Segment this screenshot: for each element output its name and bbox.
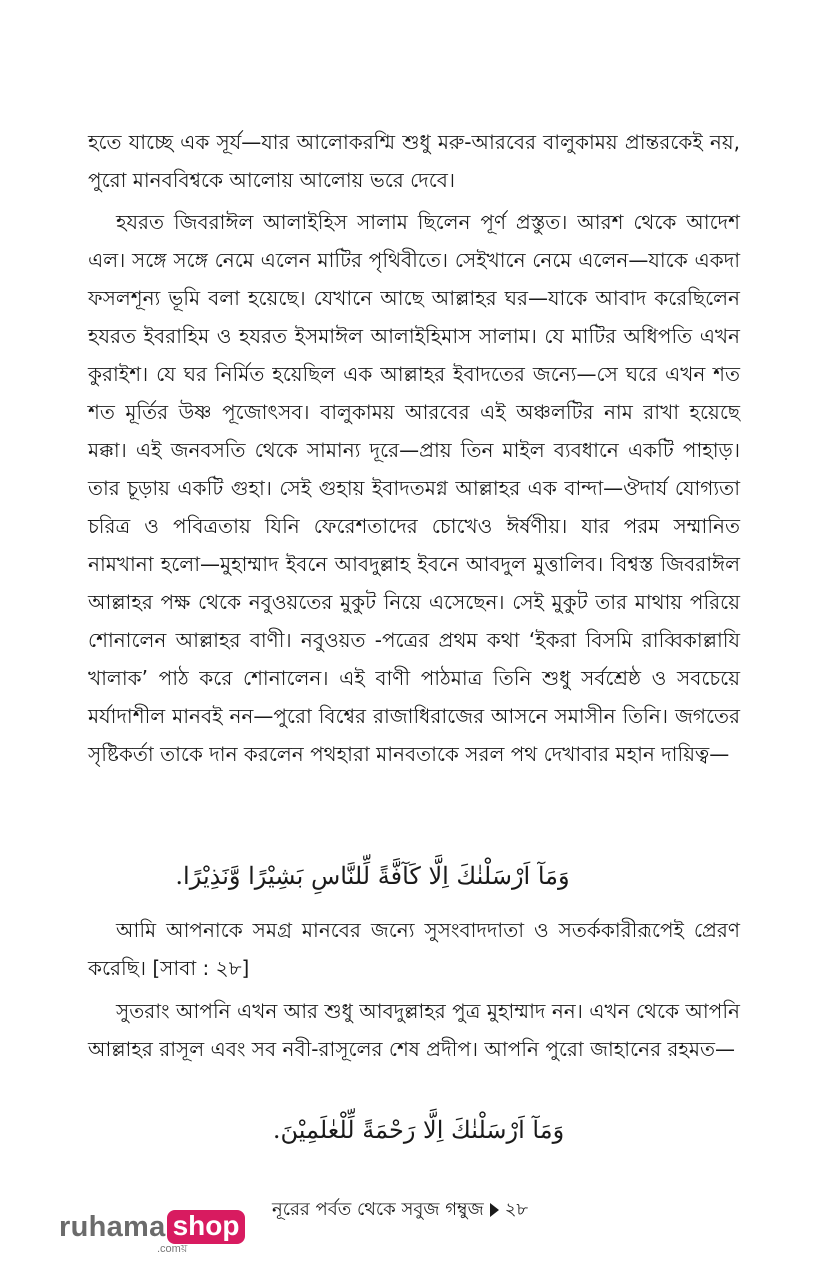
paragraph-1: হতে যাচ্ছে এক সূর্য—যার আলোকরশ্মি শুধু মরু-আরবের বালুকাময় প্রান্তরকেই নয়, পুরো মানববিশ্বকে আলোয় আলোয় ভরে দেবে। xyxy=(88,130,740,192)
arabic-verse-1: وَمَآ اَرْسَلْنٰكَ اِلَّا كَآفَّةً لِّلنَّاسِ بَشِيْرًا وَّنَذِيْرًا. xyxy=(175,862,570,890)
logo-shop-badge xyxy=(167,1210,246,1244)
arabic-verse-2: وَمَآ اَرْسَلْنٰكَ اِلَّا رَحْمَةً لِّلْعٰلَمِيْنَ. xyxy=(272,1116,565,1144)
paragraph-2: হযরত জিবরাঈল আলাইহিস সালাম ছিলেন পূর্ণ প্রস্তুত। আরশ থেকে আদেশ এল। সঙ্গে সঙ্গে নেমে এলেন মাটির পৃথিবীতে। সেইখানে নেমে এলেন—যাকে একদা ফসলশূন্য ভূমি বলা হয়েছে। যেখানে আছে আল্লাহর ঘর—যাকে আবাদ করেছিলেন হযরত ইবরাহিম ও হযরত ইসমাঈল আলাইহিমাস সালাম। যে মাটির অধিপতি এখন কুরাইশ। যে ঘর নির্মিত হয়েছিল এক আল্লাহর ইবাদতের জন্যে—সে ঘরে এখন শত শত মূর্তির উষ্ণ পূজোৎসব। বালুকাময় আরবের এই অঞ্চলটির নাম রাখা হয়েছে মক্কা। এই জনবসতি থেকে সামান্য দূরে—প্রায় তিন মাইল ব্যবধানে একটি পাহাড়। তার চূড়ায় একটি গুহা। সেই গুহায় ইবাদতমগ্ন আল্লাহর এক বান্দা—ঔদার্য যোগ্যতা চরিত্র ও পবিত্রতায় যিনি ফেরেশতাদের চোখেও ঈর্ষণীয়। যার পরম সম্মানিত নামখানা হলো—মুহাম্মাদ ইবনে আবদুল্লাহ ইবনে আবদুল মুত্তালিব। বিশ্বস্ত জিবরাঈল আল্লাহর পক্ষ থেকে নবুওয়তের মুকুট নিয়ে এসেছেন। সেই মুকুট তার মাথায় পরিয়ে শোনালেন আল্লাহর বাণী। নবুওয়ত -পত্রের প্রথম কথা ‘ইকরা বিসমি রাব্বিকাল্লাযি খালাক’ পাঠ করে শোনালেন। এই বাণী পাঠমাত্র তিনি শুধু সর্বশ্রেষ্ঠ ও সবচেয়ে মর্যাদাশীল মানবই নন—পুরো বিশ্বের রাজাধিরাজের আসনে সমাসীন তিনি। জগতের সৃষ্টিকর্তা তাকে দান করলেন পথহারা মানবতাকে সরল পথ দেখাবার মহান দায়িত্ব— xyxy=(88,210,740,766)
paragraph-4: সুতরাং আপনি এখন আর শুধু আবদুল্লাহর পুত্র মুহাম্মাদ নন। এখন থেকে আপনি আল্লাহর রাসূল এবং সব নবী-রাসূলের শেষ প্রদীপ। আপনি পুরো জাহানের রহমত— xyxy=(88,999,740,1061)
triangle-right-icon xyxy=(490,1203,499,1217)
page-number: ২৮ xyxy=(504,1199,529,1220)
logo-domain: .comয় xyxy=(157,1243,188,1255)
logo-shop: shop xyxy=(172,1210,240,1241)
ruhama-shop-logo xyxy=(59,1210,245,1255)
page-footer xyxy=(272,1198,592,1222)
paragraph-3: আমি আপনাকে সমগ্র মানবের জন্যে সুসংবাদদাতা ও সতর্ককারীরূপেই প্রেরণ করেছি। [সাবা : ২৮] xyxy=(88,918,740,980)
logo-brand: ruhama xyxy=(59,1211,166,1243)
book-title: নূরের পর্বত থেকে সবুজ গম্বুজ xyxy=(272,1199,484,1220)
